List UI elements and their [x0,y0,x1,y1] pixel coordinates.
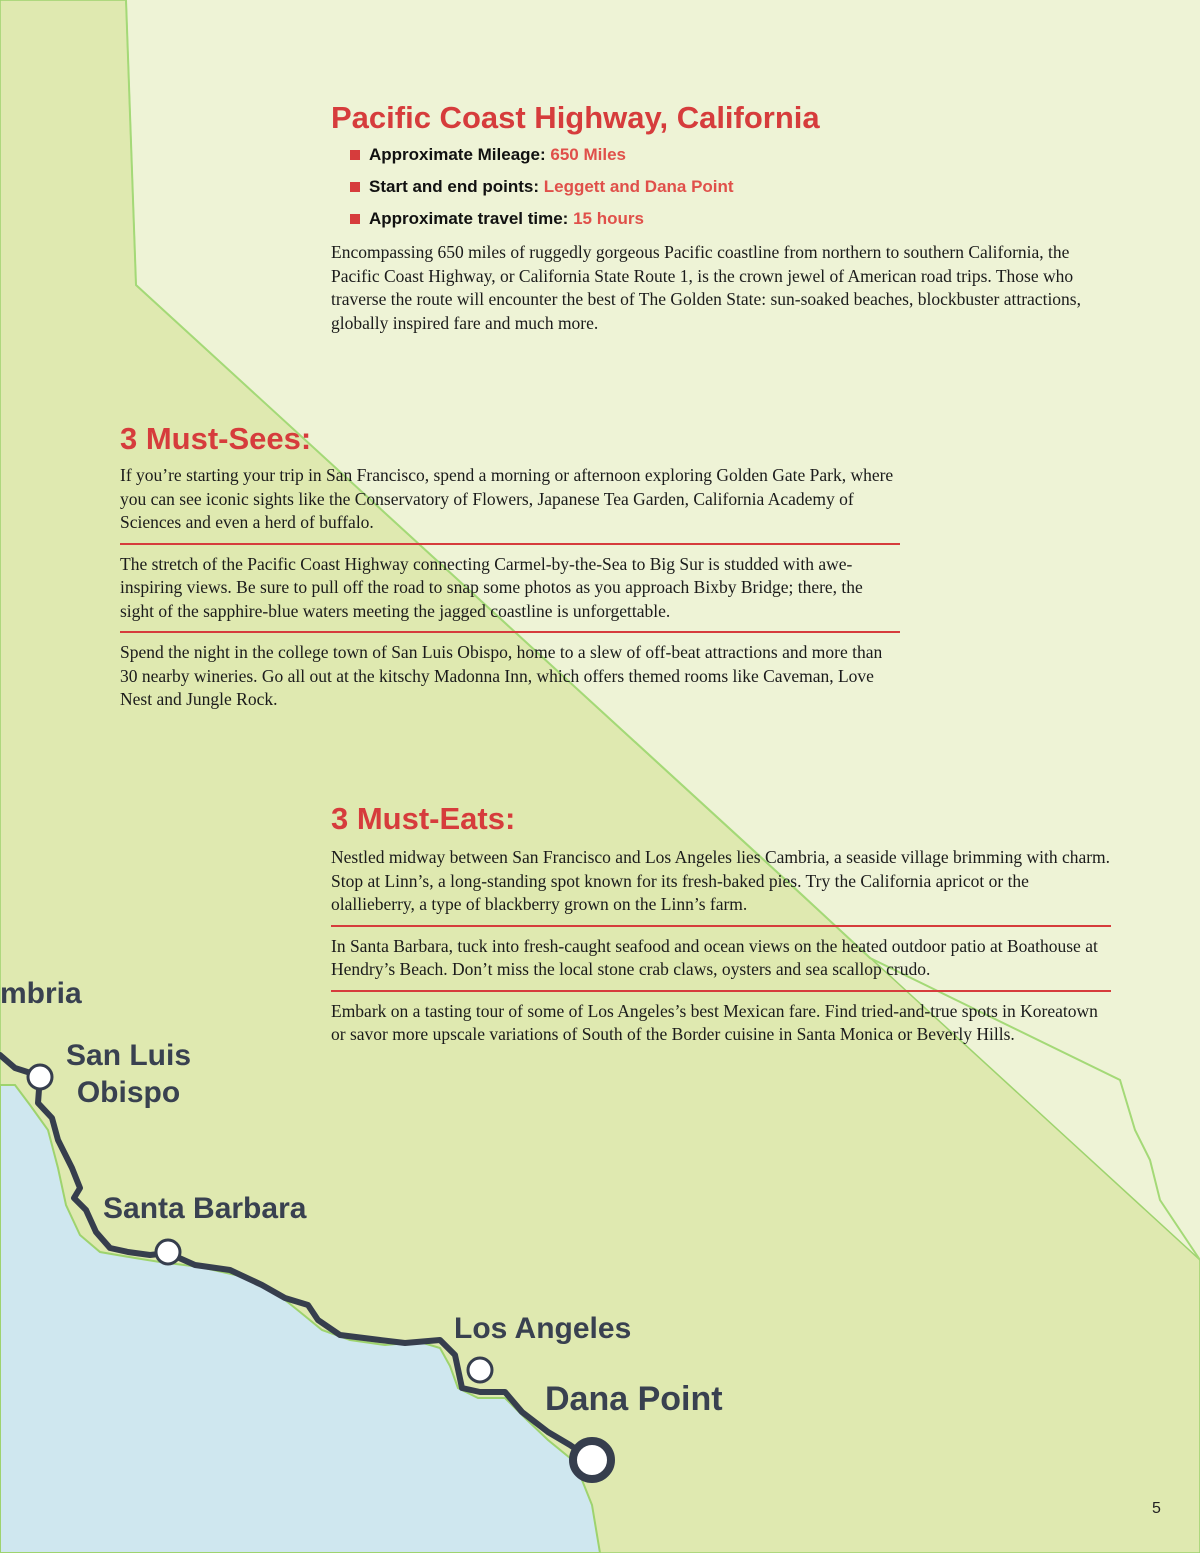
trip-facts [350,144,734,240]
fact-endpoints [350,176,734,208]
city-label-cambria: mbria [0,977,82,1010]
fact-travel-time [350,208,734,240]
fact-label: Approximate Mileage: [369,145,546,164]
must-eats-heading: 3 Must-Eats: [331,801,516,836]
must-sees-list [120,464,900,720]
los-angeles-marker [468,1358,492,1382]
must-eats-list [331,846,1111,1055]
fact-label: Approximate travel time: [369,209,569,228]
must-see-item: Spend the night in the college town of San Luis Obispo, home to a slew of off-beat attractions and more than 30 nearby wineries. Go all out at the kitschy Madonna Inn, which offers themed rooms like Caveman, Love Nest and Jungle Rock. [120,642,883,709]
santa-barbara-marker [156,1240,180,1264]
city-label-los-angeles: Los Angeles [454,1312,632,1345]
fact-mileage [350,144,734,176]
city-label-san-luis-obispo [66,1037,191,1111]
must-eat-item: Embark on a tasting tour of some of Los Angeles’s best Mexican fare. Find tried-and-true spots in Koreatown or savor more upscale variations of South of the Border cuisine in Santa Monica or Beverly Hills. [331,1000,1098,1044]
page-title: Pacific Coast Highway, California [331,100,820,135]
must-eat-item: Nestled midway between San Francisco and Los Angeles lies Cambria, a seaside village brimming with charm. Stop at Linn’s, a long-standing spot known for its fresh-baked pies. Try the California apricot or the olallieberry, a type of blackberry grown on the Linn’s farm. [331,846,1111,927]
bullet-square-icon [350,182,360,192]
fact-value: 15 hours [573,209,644,228]
bullet-square-icon [350,214,360,224]
must-see-item: The stretch of the Pacific Coast Highway connecting Carmel-by-the-Sea to Big Sur is studded with awe-inspiring views. Be sure to pull off the road to snap some photos as you approach Bixby Bridge; there, the sight of the sapphire-blue waters meeting the jagged coastline is unforgettable. [120,553,900,634]
dana-point-marker [573,1441,611,1479]
fact-value: 650 Miles [550,145,626,164]
must-eat-item: In Santa Barbara, tuck into fresh-caught seafood and ocean views on the heated outdoor patio at Boathouse at Hendry’s Beach. Don’t miss the local stone crab claws, oysters and sea scallop crudo. [331,935,1111,992]
bullet-square-icon [350,150,360,160]
city-label-dana-point: Dana Point [545,1380,723,1418]
must-sees-heading: 3 Must-Sees: [120,421,312,456]
san-luis-obispo-marker [28,1065,52,1089]
city-label-line: San Luis [66,1039,192,1072]
page-number: 5 [1152,1500,1161,1517]
intro-paragraph: Encompassing 650 miles of ruggedly gorgeous Pacific coastline from northern to southern California, the Pacific Coast Highway, or California State Route 1, is the crown jewel of American road trips. Those who traverse the route will encounter the best of The Golden State: sun-soaked beaches, blockbuster attractions, globally inspired fare and much more. [331,242,1081,333]
city-label-santa-barbara: Santa Barbara [103,1192,307,1225]
fact-value: Leggett and Dana Point [543,177,734,196]
fact-label: Start and end points: [369,177,539,196]
must-see-item: If you’re starting your trip in San Francisco, spend a morning or afternoon exploring Golden Gate Park, where you can see iconic sights like the Conservatory of Flowers, Japanese Tea Garden, California Academy of Sciences and even a herd of buffalo. [120,464,900,545]
city-label-line: Obispo [76,1076,181,1109]
